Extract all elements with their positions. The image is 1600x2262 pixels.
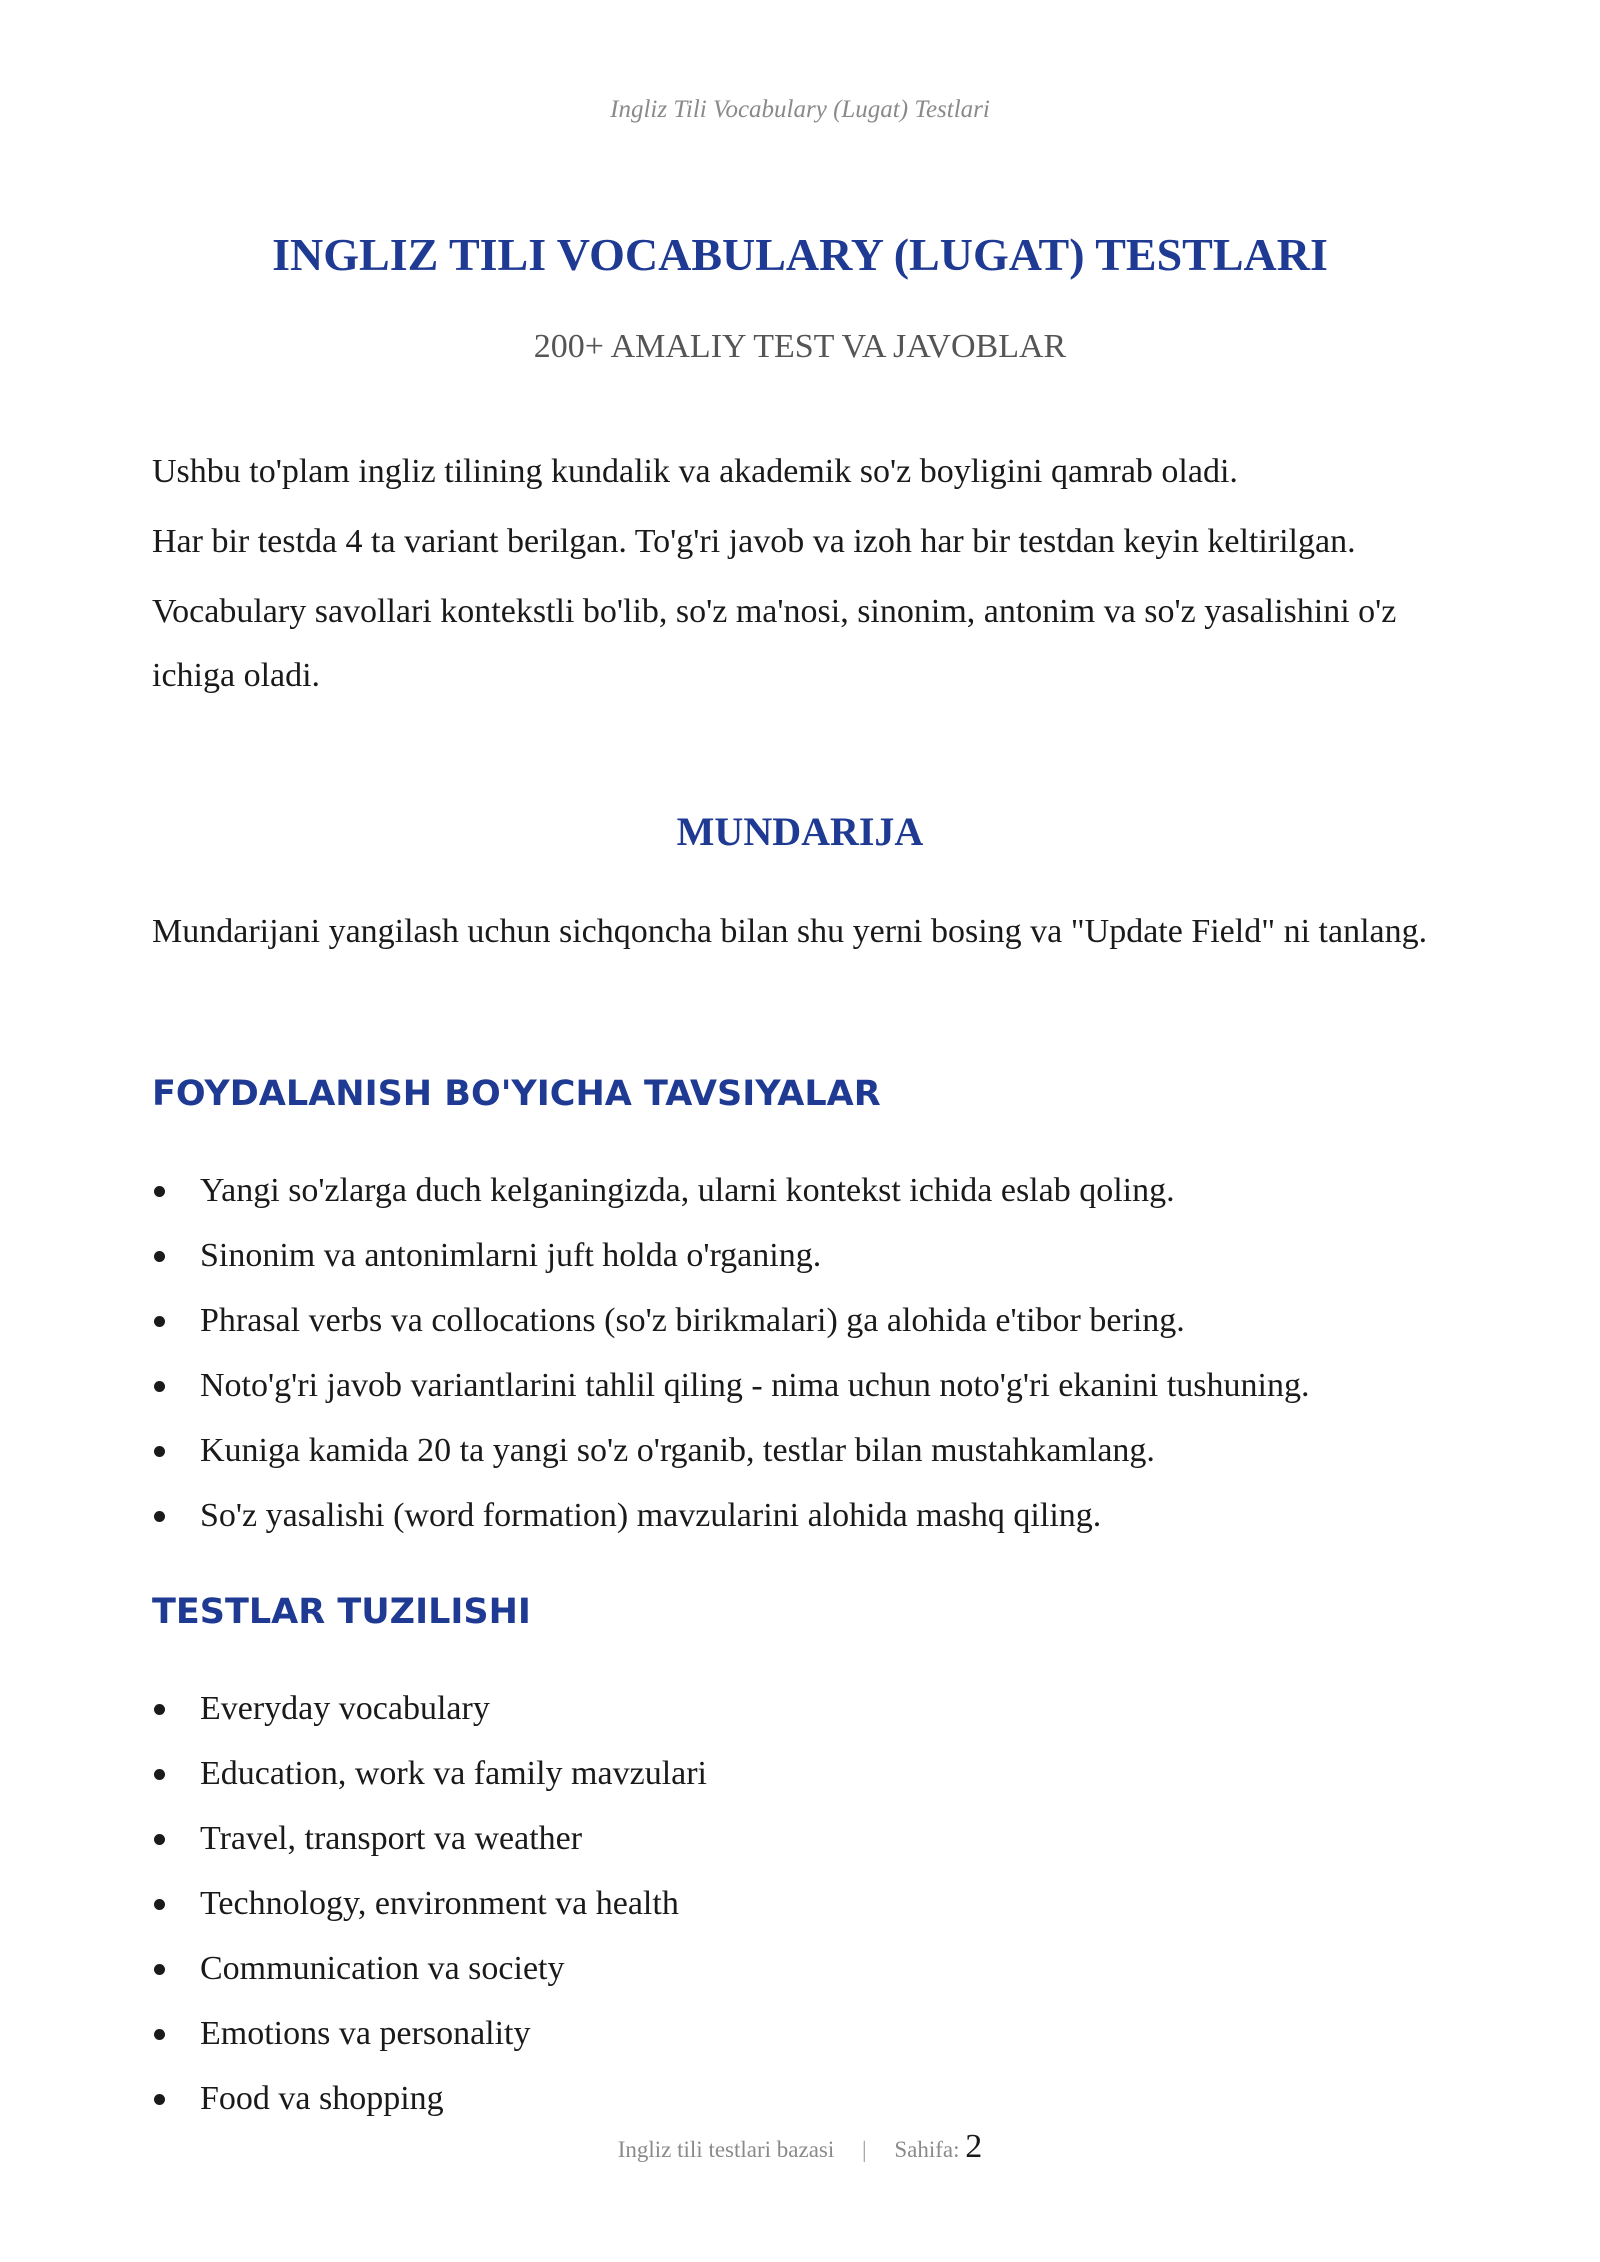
list-item bbox=[152, 1223, 1532, 1288]
list-item bbox=[152, 1483, 1532, 1548]
footer-separator: | bbox=[862, 2137, 867, 2162]
bullet-icon bbox=[154, 1511, 165, 1522]
intro-paragraph: Har bir testda 4 ta variant berilgan. To'g'ri javob va izoh har bir testdan keyin keltirilgan. bbox=[152, 523, 1356, 560]
footer-page-label: Sahifa: bbox=[894, 2137, 960, 2162]
bullet-icon bbox=[154, 1446, 165, 1457]
intro-paragraph: Vocabulary savollari kontekstli bo'lib, so'z ma'nosi, sinonim, antonim va so'z yasalishini o'z ichiga oladi. bbox=[152, 593, 1397, 694]
tips-list bbox=[152, 1158, 1532, 1548]
list-item-text: Education, work va family mavzulari bbox=[200, 1755, 707, 1792]
list-item bbox=[152, 1288, 1532, 1353]
bullet-icon bbox=[154, 2094, 165, 2105]
list-item-text: Travel, transport va weather bbox=[200, 1820, 583, 1857]
list-item bbox=[152, 1353, 1532, 1418]
list-item-text: Communication va society bbox=[200, 1950, 565, 1987]
list-item bbox=[152, 1806, 1532, 1871]
list-item bbox=[152, 1936, 1532, 2001]
intro-section bbox=[152, 440, 1462, 714]
document-title: INGLIZ TILI VOCABULARY (LUGAT) TESTLARI bbox=[272, 229, 1328, 280]
list-item-text: Everyday vocabulary bbox=[200, 1690, 490, 1727]
bullet-icon bbox=[154, 1964, 165, 1975]
intro-paragraph: Ushbu to'plam ingliz tilining kundalik va akademik so'z boyligini qamrab oladi. bbox=[152, 453, 1238, 490]
list-item-text: Kuniga kamida 20 ta yangi so'z o'rganib, testlar bilan mustahkamlang. bbox=[200, 1432, 1155, 1469]
list-item-text: Food va shopping bbox=[200, 2080, 444, 2117]
list-item bbox=[152, 2066, 1532, 2131]
list-item bbox=[152, 1871, 1532, 1936]
page-footer bbox=[0, 2128, 1600, 2166]
table-of-contents-title: MUNDARIJA bbox=[676, 809, 924, 854]
list-item bbox=[152, 1676, 1532, 1741]
bullet-icon bbox=[154, 1186, 165, 1197]
bullet-icon bbox=[154, 1899, 165, 1910]
structure-list bbox=[152, 1676, 1532, 2131]
document-subtitle: 200+ AMALIY TEST VA JAVOBLAR bbox=[533, 328, 1067, 365]
list-item bbox=[152, 1158, 1532, 1223]
tips-heading: FOYDALANISH BO'YICHA TAVSIYALAR bbox=[152, 1074, 881, 1114]
list-item bbox=[152, 1418, 1532, 1483]
list-item-text: Yangi so'zlarga duch kelganingizda, ularni kontekst ichida eslab qoling. bbox=[200, 1172, 1175, 1209]
list-item-text: Noto'g'ri javob variantlarini tahlil qiling - nima uchun noto'g'ri ekanini tushuning. bbox=[200, 1367, 1310, 1404]
structure-heading: TESTLAR TUZILISHI bbox=[152, 1592, 531, 1632]
footer-source: Ingliz tili testlari bazasi bbox=[617, 2137, 835, 2162]
list-item bbox=[152, 2001, 1532, 2066]
list-item-text: Phrasal verbs va collocations (so'z birikmalari) ga alohida e'tibor bering. bbox=[200, 1302, 1185, 1339]
bullet-icon bbox=[154, 1251, 165, 1262]
table-of-contents-field[interactable]: Mundarijani yangilash uchun sichqoncha bilan shu yerni bosing va "Update Field" ni tanlang. bbox=[152, 913, 1428, 950]
list-item-text: Technology, environment va health bbox=[200, 1885, 679, 1922]
bullet-icon bbox=[154, 1704, 165, 1715]
page-number: 2 bbox=[965, 2128, 983, 2165]
bullet-icon bbox=[154, 1769, 165, 1780]
bullet-icon bbox=[154, 1381, 165, 1392]
bullet-icon bbox=[154, 1316, 165, 1327]
list-item-text: So'z yasalishi (word formation) mavzularini alohida mashq qiling. bbox=[200, 1497, 1102, 1534]
list-item-text: Emotions va personality bbox=[200, 2015, 531, 2052]
list-item bbox=[152, 1741, 1532, 1806]
bullet-icon bbox=[154, 1834, 165, 1845]
list-item-text: Sinonim va antonimlarni juft holda o'rganing. bbox=[200, 1237, 822, 1274]
running-header: Ingliz Tili Vocabulary (Lugat) Testlari bbox=[610, 96, 990, 123]
bullet-icon bbox=[154, 2029, 165, 2040]
